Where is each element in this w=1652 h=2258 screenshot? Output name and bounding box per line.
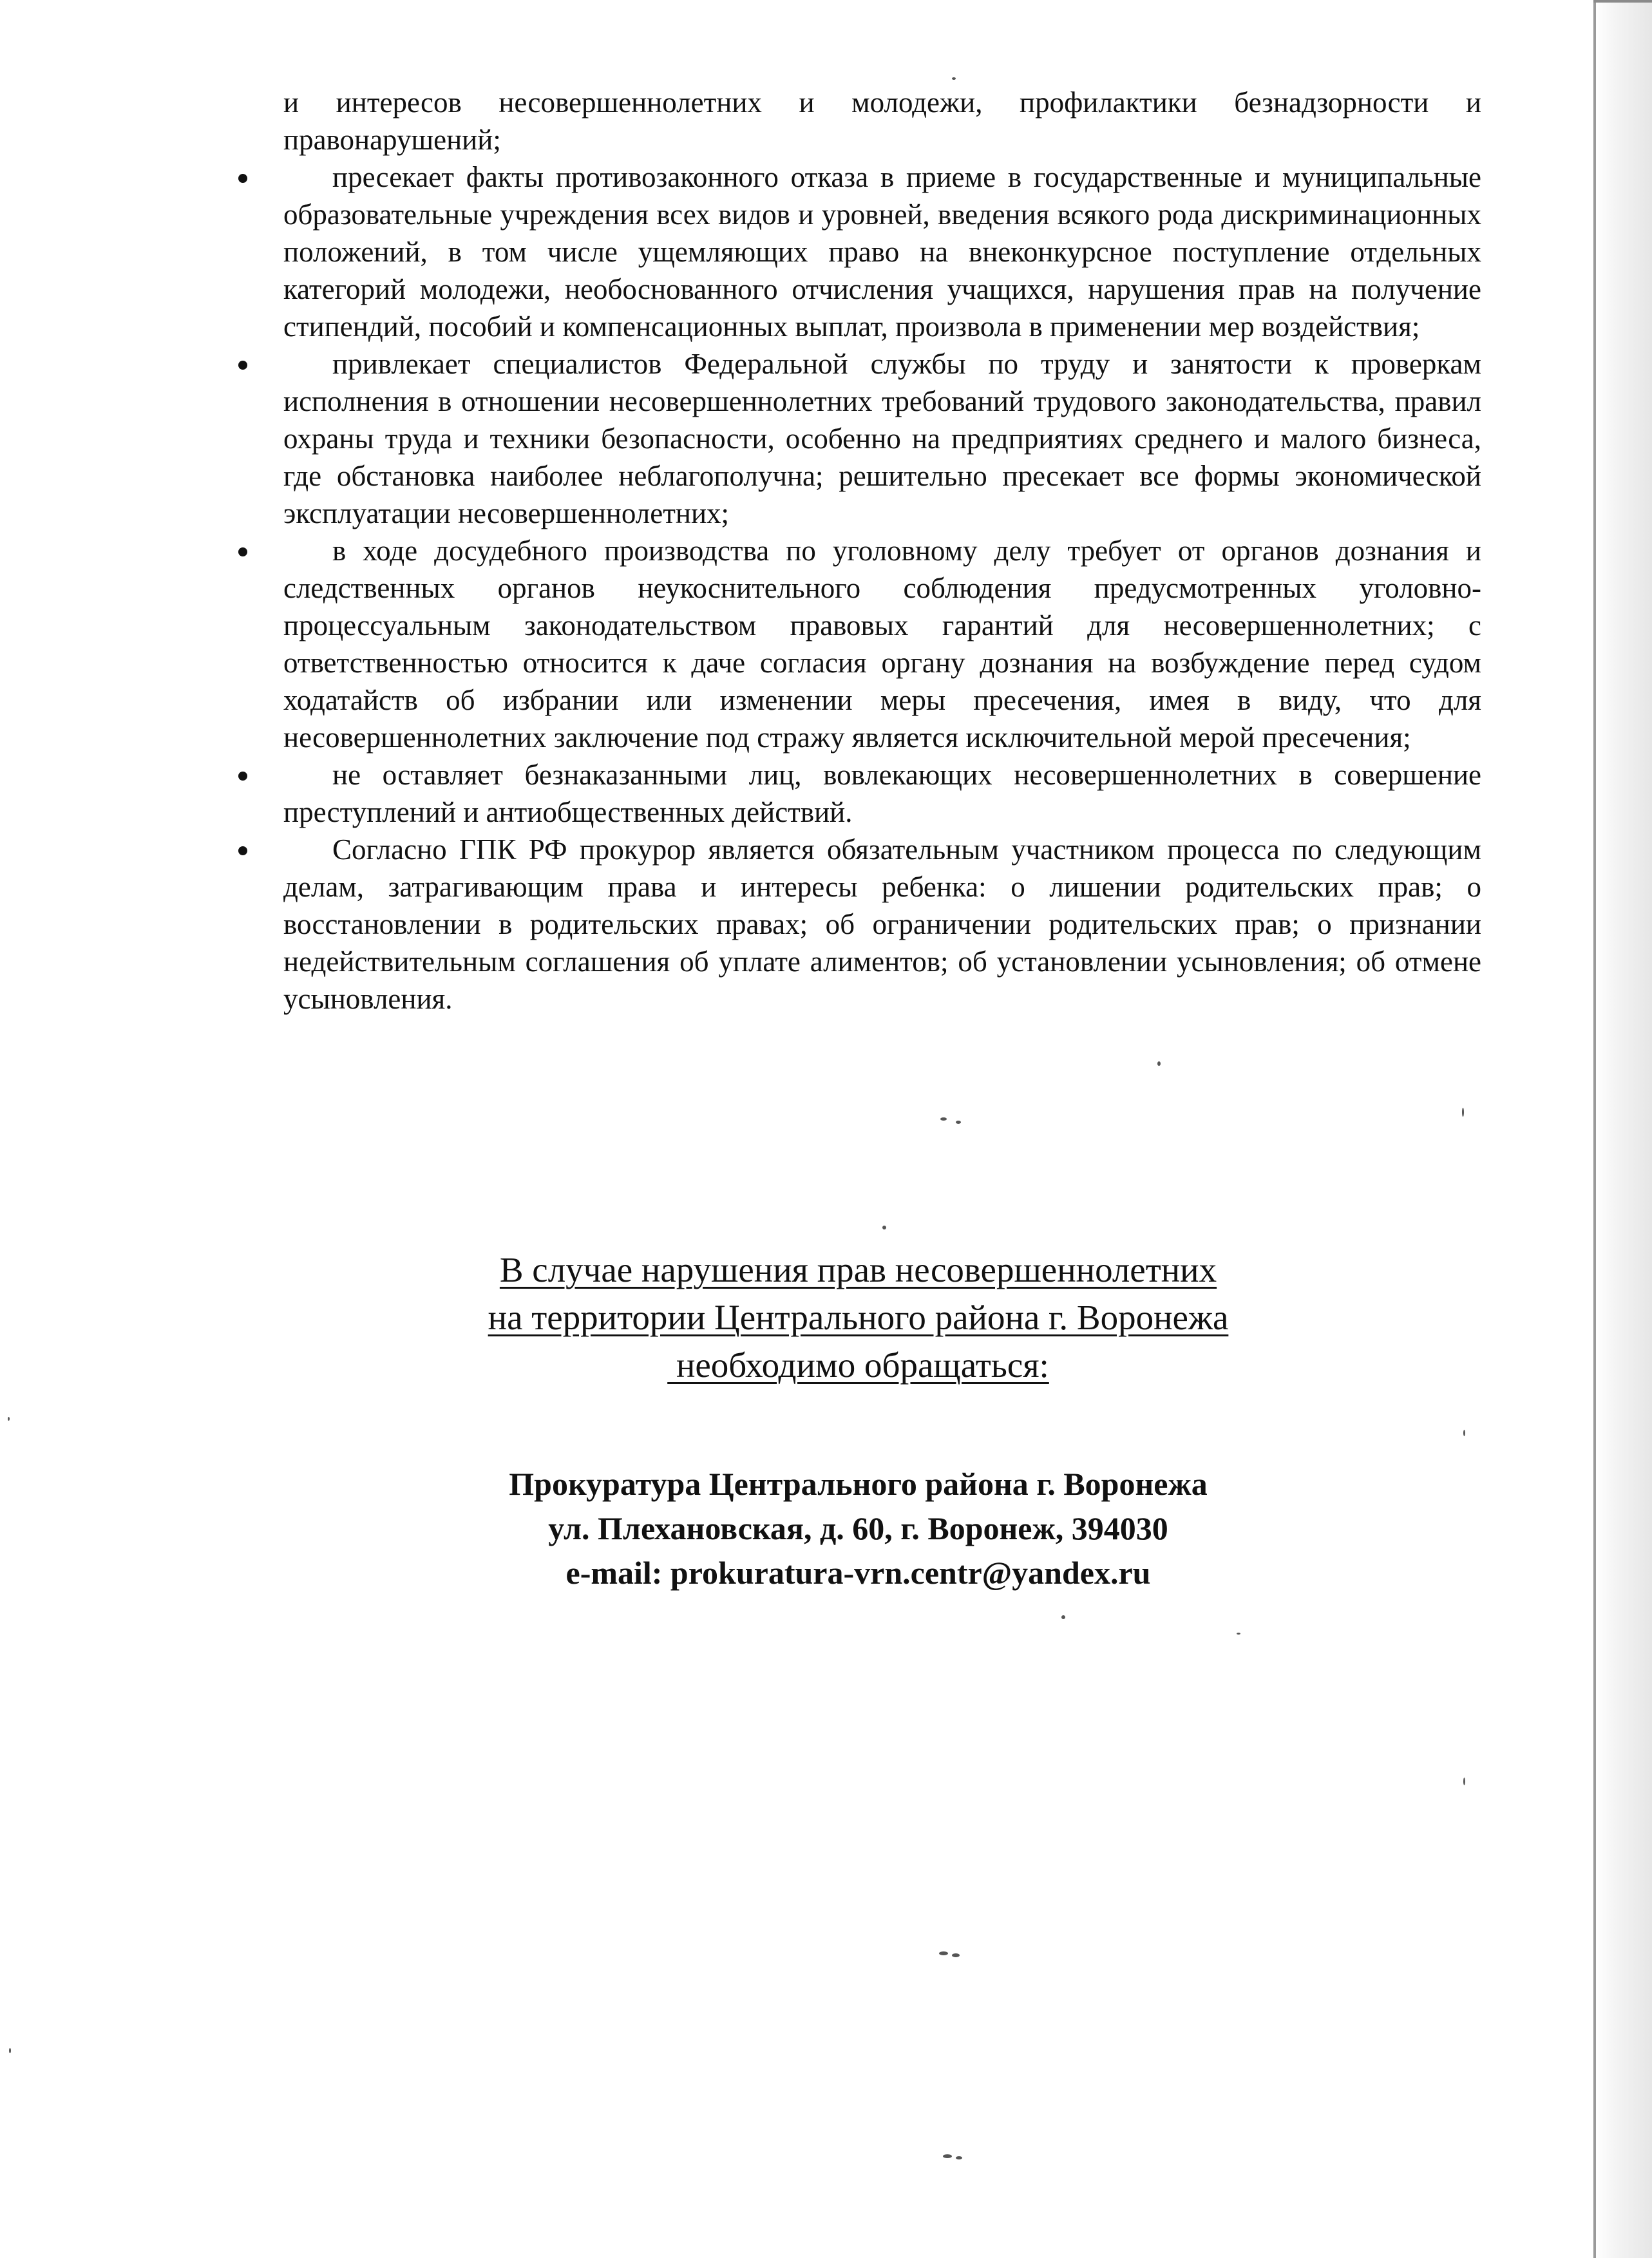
list-item xyxy=(283,756,1481,831)
scan-speck xyxy=(1237,1633,1240,1635)
list-item xyxy=(283,345,1481,532)
scan-speck xyxy=(939,1951,948,1955)
list-item-text: Согласно ГПК РФ прокурор является обязательным участником процесса по следующим делам, затрагивающим права и интересы ребенка: о лишении родительских прав; о восстановлении в родительских правах; об ограничении родительских прав; о признании недействительным соглашения об уплате алиментов; об установлении усыновления; об отмене усыновления. xyxy=(283,833,1481,1015)
scan-speck xyxy=(940,1117,947,1121)
bullet-icon xyxy=(238,174,247,183)
bullet-icon xyxy=(238,846,247,855)
notice-line-3: необходимо обращаться: xyxy=(667,1345,1049,1385)
scan-speck xyxy=(8,1417,10,1421)
notice-heading xyxy=(283,1246,1433,1389)
list-item-text: пресекает факты противозаконного отказа в приеме в государственные и муниципальные образовательные учреждения всех видов и уровней, введения всякого рода дискриминационных положений, в том числе ущемляющих право на внеконкурсное поступление отдельных категорий молодежи, необоснованного отчисления учащихся, нарушения прав на получение стипендий, пособий и компенсационных выплат, произвола в применении мер воздействия; xyxy=(283,161,1481,343)
scan-speck xyxy=(943,2154,952,2158)
list-item-text: в ходе досудебного производства по уголовному делу требует от органов дознания и следственных органов неукоснительного соблюдения предусмотренных уголовно-процессуальным законодательством правовых гарантий для несовершеннолетних; с ответственностью относится к даче согласия органу дознания на возбуждение перед судом ходатайств об избрании или изменении меры пресечения, имея в виду, что для несовершеннолетних заключение под стражу является исключительной мерой пресечения; xyxy=(283,535,1481,754)
notice-line-2: на территории Центрального района г. Воронежа xyxy=(488,1298,1229,1337)
scan-speck xyxy=(882,1226,886,1229)
address: ул. Плехановская, д. 60, г. Воронеж, 394030 xyxy=(548,1510,1168,1546)
continuation-paragraph: и интересов несовершеннолетних и молодежи, профилактики безнадзорности и правонарушений; xyxy=(283,86,1481,156)
body-text xyxy=(283,84,1481,1018)
scan-speck xyxy=(956,1121,961,1124)
list-item-text: не оставляет безнаказанными лиц, вовлекающих несовершеннолетних в совершение преступлений и антиобщественных действий. xyxy=(283,759,1481,828)
list-item-text: привлекает специалистов Федеральной службы по труду и занятости к проверкам исполнения в отношении несовершеннолетних требований трудового законодательства, правил охраны труда и техники безопасности, особенно на предприятиях среднего и малого бизнеса, где обстановка наиболее неблагополучна; решительно пресекает все формы экономической эксплуатации несовершеннолетних; xyxy=(283,348,1481,529)
list-item xyxy=(283,532,1481,756)
scan-speck xyxy=(1463,1430,1465,1436)
contact-block xyxy=(283,1462,1433,1595)
email: e-mail: prokuratura-vrn.centr@yandex.ru xyxy=(565,1555,1151,1591)
scan-speck xyxy=(1157,1061,1161,1066)
organization-name: Прокуратура Центрального района г. Воронежа xyxy=(509,1466,1208,1502)
notice-line-1: В случае нарушения прав несовершеннолетних xyxy=(499,1250,1217,1289)
list-item xyxy=(283,831,1481,1018)
bullet-icon xyxy=(238,772,247,781)
list-item xyxy=(283,158,1481,345)
scan-speck xyxy=(1462,1108,1464,1117)
scan-corner xyxy=(1593,0,1652,39)
scan-speck xyxy=(1463,1778,1465,1785)
duties-list xyxy=(283,158,1481,1018)
scan-edge-line xyxy=(1593,0,1596,2258)
bullet-icon xyxy=(238,547,247,556)
scan-speck xyxy=(1061,1615,1065,1619)
bullet-icon xyxy=(238,361,247,370)
scan-speck xyxy=(9,2048,11,2053)
scan-speck xyxy=(956,2156,962,2159)
scan-edge-shadow xyxy=(1595,0,1652,2258)
scan-speck xyxy=(952,77,956,80)
scan-speck xyxy=(952,1953,960,1957)
